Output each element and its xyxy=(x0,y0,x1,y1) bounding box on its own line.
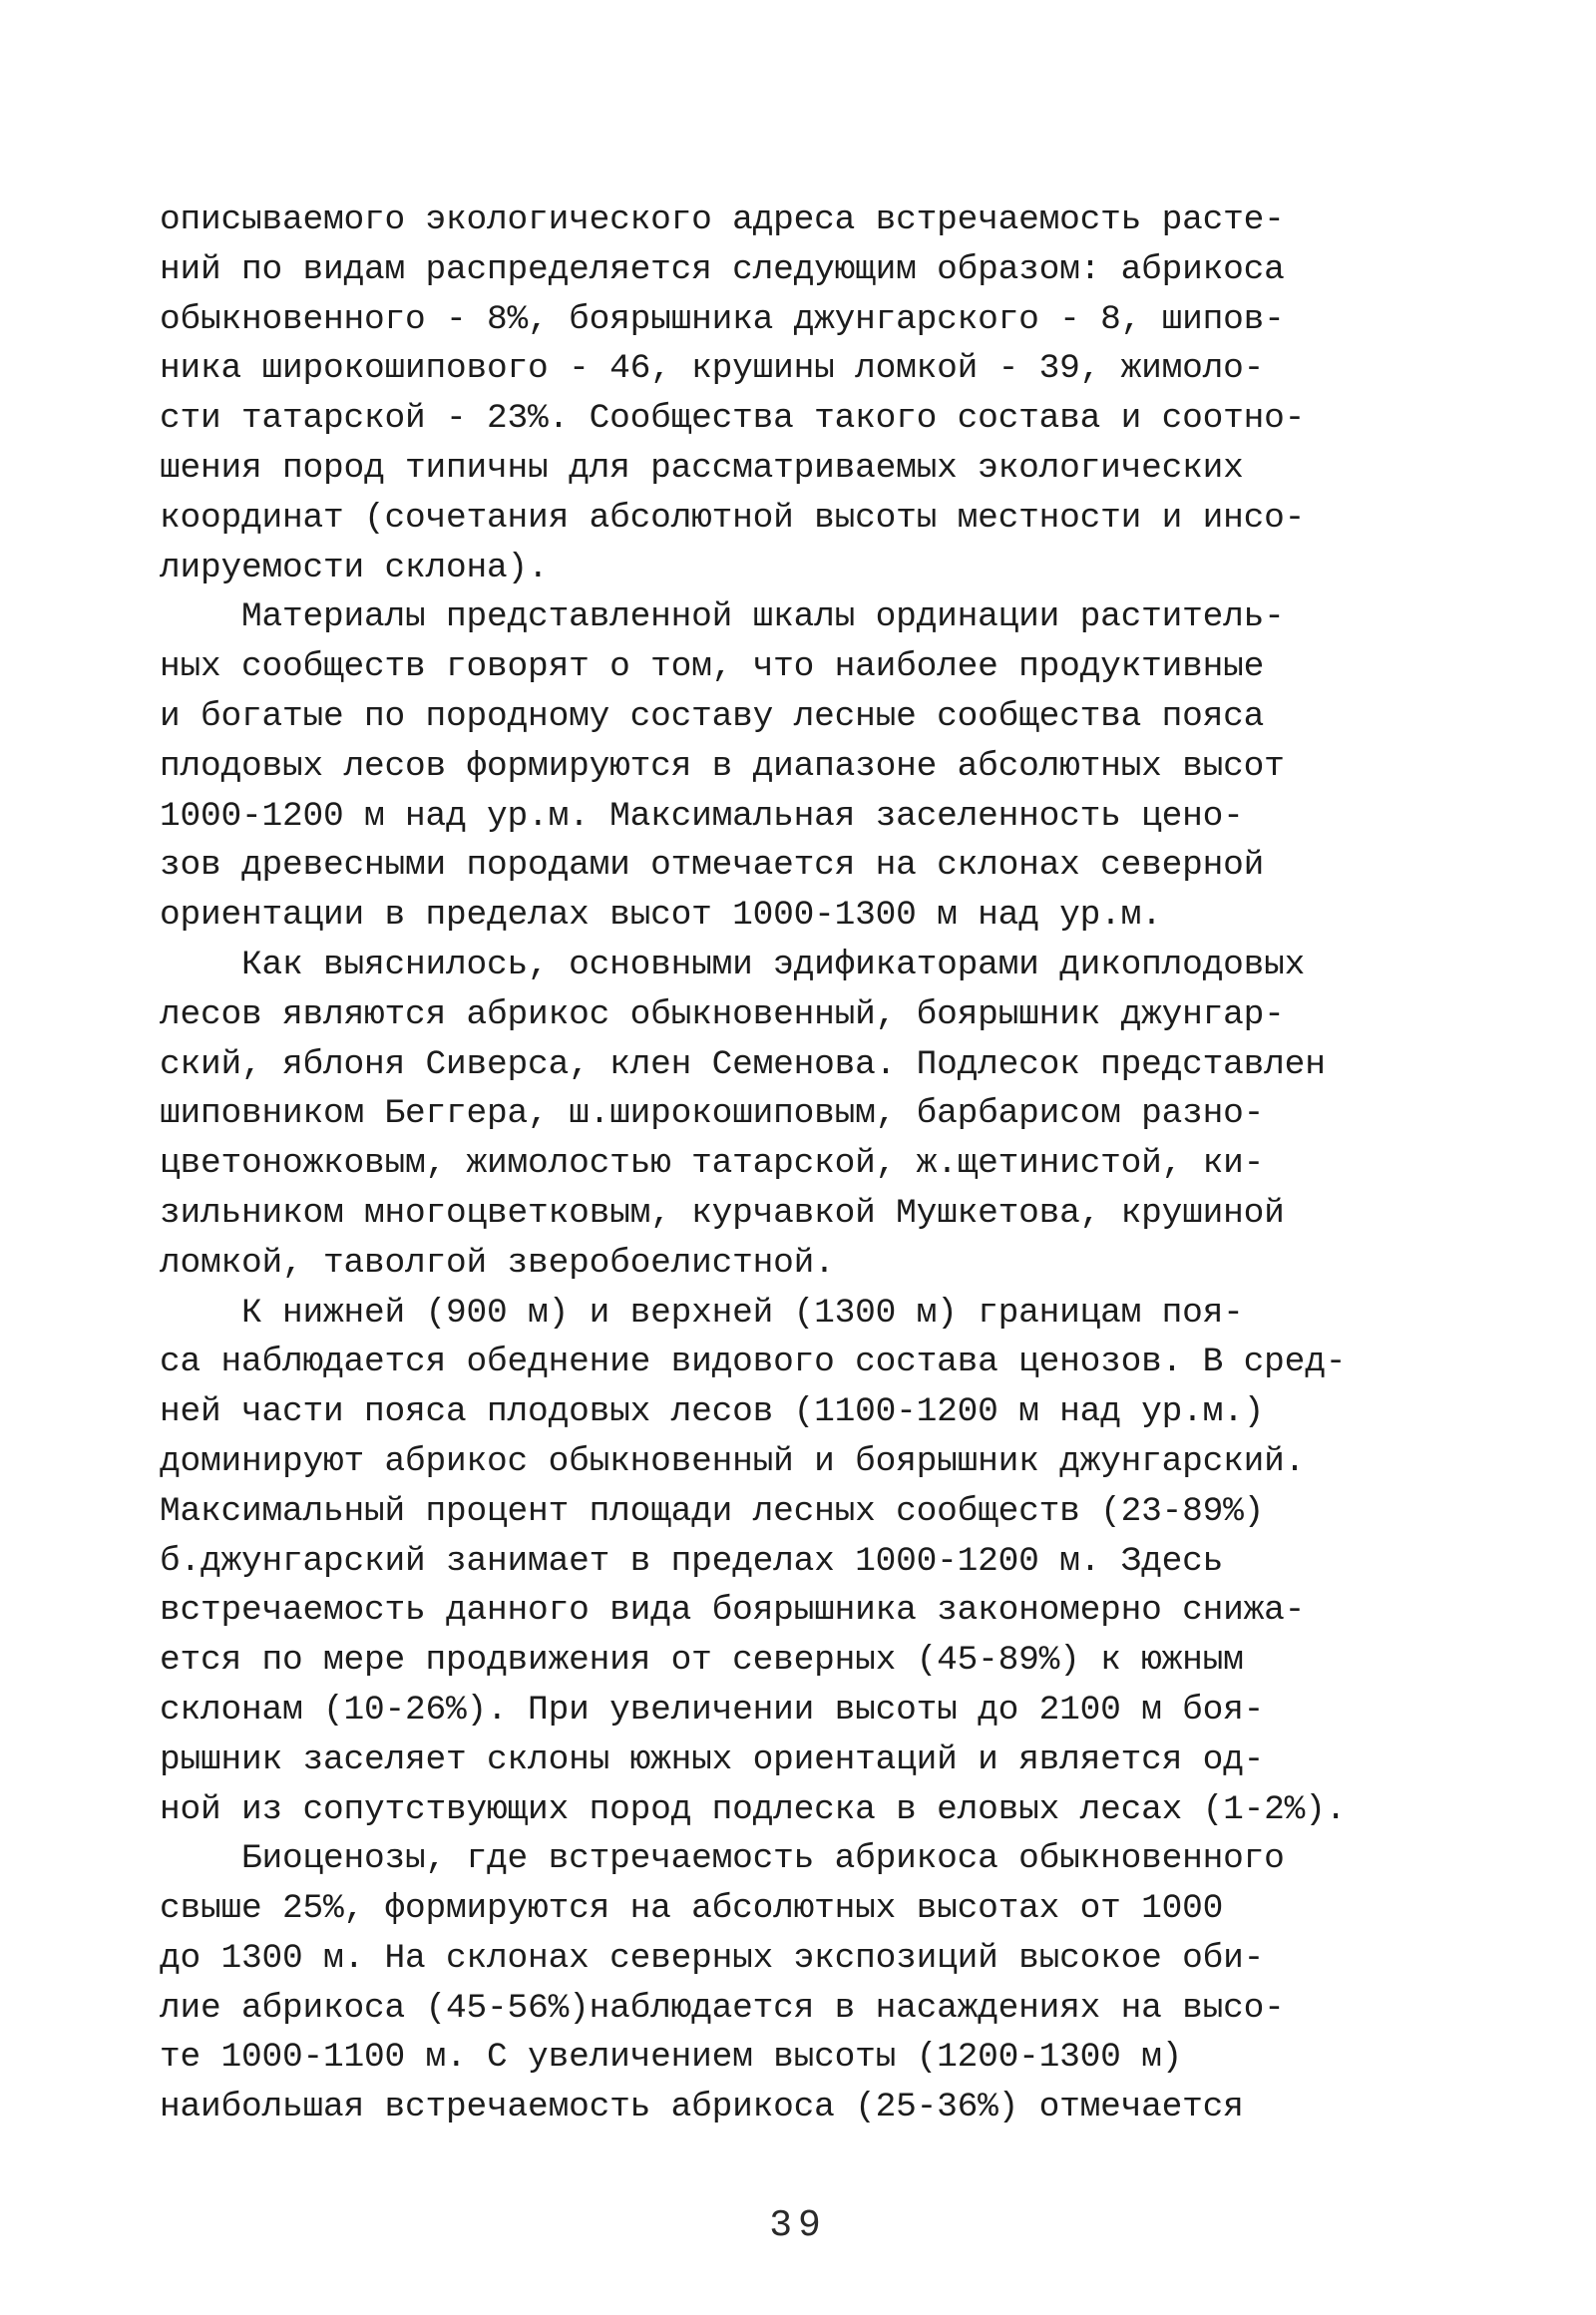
text-line: и богатые по породному составу лесные сообщества пояса xyxy=(160,696,1265,736)
text-line: ется по мере продвижения от северных (45-89%) к южным xyxy=(160,1641,1244,1681)
text-line: Биоценозы, где встречаемость абрикоса обыкновенного xyxy=(160,1839,1285,1879)
text-line: ний по видам распределяется следующим образом: абрикоса xyxy=(160,249,1285,289)
text-line: са наблюдается обеднение видового состава ценозов. В сред- xyxy=(160,1343,1347,1382)
text-line: 1000-1200 м над ур.м. Максимальная заселенность цено- xyxy=(160,796,1244,836)
text-line: плодовых лесов формируются в диапазоне абсолютных высот xyxy=(160,746,1285,786)
text-line: ника широкошипового - 46, крушины ломкой - 39, жимоло- xyxy=(160,349,1265,389)
text-line: встречаемость данного вида боярышника закономерно снижа- xyxy=(160,1591,1306,1631)
text-line: ский, яблоня Сиверса, клен Семенова. Подлесок представлен xyxy=(160,1044,1326,1084)
text-line: шения пород типичны для рассматриваемых экологических xyxy=(160,448,1244,488)
text-line: ломкой, таволгой зверобоелистной. xyxy=(160,1243,835,1283)
text-line: К нижней (900 м) и верхней (1300 м) границам поя- xyxy=(160,1293,1244,1333)
text-line: описываемого экологического адреса встречаемость расте- xyxy=(160,200,1285,239)
text-line: обыкновенного - 8%, боярышника джунгарского - 8, шипов- xyxy=(160,299,1285,339)
text-line: доминируют абрикос обыкновенный и боярышник джунгарский. xyxy=(160,1441,1306,1481)
text-line: те 1000-1100 м. С увеличением высоты (1200-1300 м) xyxy=(160,2038,1183,2078)
text-line: склонам (10-26%). При увеличении высоты до 2100 м боя- xyxy=(160,1690,1265,1730)
text-line: до 1300 м. На склонах северных экспозиций высокое оби- xyxy=(160,1938,1265,1978)
text-line: ней части пояса плодовых лесов (1100-1200 м над ур.м.) xyxy=(160,1392,1265,1432)
text-line: б.джунгарский занимает в пределах 1000-1200 м. Здесь xyxy=(160,1541,1224,1581)
text-line: свыше 25%, формируются на абсолютных высотах от 1000 xyxy=(160,1889,1224,1929)
text-line: ориентации в пределах высот 1000-1300 м над ур.м. xyxy=(160,896,1162,936)
text-line: наибольшая встречаемость абрикоса (25-36%) отмечается xyxy=(160,2088,1244,2127)
text-line: координат (сочетания абсолютной высоты местности и инсо- xyxy=(160,498,1306,538)
text-line: зильником многоцветковым, курчавкой Мушкетова, крушиной xyxy=(160,1193,1285,1233)
text-line: зов древесными породами отмечается на склонах северной xyxy=(160,846,1265,886)
text-line: Материалы представленной шкалы ординации раститель- xyxy=(160,597,1285,637)
text-line: цветоножковым, жимолостью татарской, ж.щетинистой, ки- xyxy=(160,1144,1265,1184)
body-text xyxy=(160,195,1456,2132)
text-line: Как выяснилось, основными эдификаторами дикоплодовых xyxy=(160,945,1306,984)
page-number: 39 xyxy=(769,2204,827,2247)
text-line: лируемости склона). xyxy=(160,548,549,587)
text-line: ной из сопутствующих пород подлеска в еловых лесах (1-2%). xyxy=(160,1789,1347,1829)
text-line: лие абрикоса (45-56%)наблюдается в насаждениях на высо- xyxy=(160,1988,1285,2028)
text-line: сти татарской - 23%. Сообщества такого состава и соотно- xyxy=(160,399,1306,439)
text-line: рышник заселяет склоны южных ориентаций и является од- xyxy=(160,1739,1265,1779)
text-line: Максимальный процент площади лесных сообществ (23-89%) xyxy=(160,1491,1265,1531)
text-line: ных сообществ говорят о том, что наиболее продуктивные xyxy=(160,647,1265,687)
text-line: шиповником Беггера, ш.широкошиповым, барбарисом разно- xyxy=(160,1094,1265,1134)
text-line: лесов являются абрикос обыкновенный, боярышник джунгар- xyxy=(160,994,1285,1034)
